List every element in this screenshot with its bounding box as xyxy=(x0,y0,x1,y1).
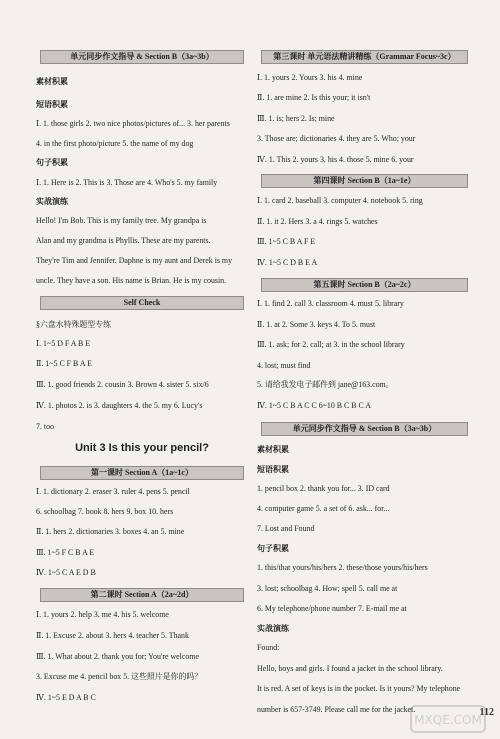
answer-line: 5. 请给我发电子邮件到 jane@163.com。 xyxy=(257,380,394,389)
answer-line: uncle. They have a son. His name is Brian. He is my cousin. xyxy=(36,276,227,285)
watermark-logo xyxy=(410,704,486,734)
section-header: 单元同步作文指导 & Section B（3a~3b） xyxy=(261,422,468,436)
sub-heading: 短语积累 xyxy=(36,100,68,109)
answer-line: Ⅳ. 1~5 C D B E A xyxy=(257,258,318,267)
answer-line: 1. this/that yours/his/hers 2. these/those yours/his/hers xyxy=(257,563,428,572)
answer-line: 4. lost; must find xyxy=(257,361,311,370)
answer-line: Ⅳ. 1. This 2. yours 3. his 4. those 5. mine 6. your xyxy=(257,155,414,164)
answer-line: Ⅱ. 1. are mine 2. Is this your; it isn't xyxy=(257,93,371,102)
answer-line: Ⅳ. 1~5 E D A B C xyxy=(36,693,96,702)
answer-line: It is red. A set of keys is in the pocket. Is it yours? My telephone xyxy=(257,684,461,693)
sub-heading: 句子积累 xyxy=(257,544,289,553)
answer-line: Ⅰ. 1. yours 2. Yours 3. his 4. mine xyxy=(257,73,363,82)
answer-line: 7. too xyxy=(36,422,54,431)
answer-line: Ⅰ. 1. Here is 2. This is 3. Those are 4. Who's 5. my family xyxy=(36,178,218,187)
section-header: 第三课时 单元语法精讲精练（Grammar Focus~3c） xyxy=(261,50,468,64)
answer-line: Ⅱ. 1~5 C F B A E xyxy=(36,359,92,368)
answer-line: Ⅲ. 1~5 F C B A E xyxy=(36,548,95,557)
answer-line: Ⅰ. 1. dictionary 2. eraser 3. ruler 4. pens 5. pencil xyxy=(36,487,190,496)
answer-line: Ⅲ. 1. good friends 2. cousin 3. Brown 4. sister 5. six/6 xyxy=(36,380,209,389)
answer-line: Ⅰ. 1. find 2. call 3. classroom 4. must 5. library xyxy=(257,299,404,308)
sub-heading: 实战演练 xyxy=(257,624,289,633)
section-header: 第一课时 Section A（1a~1c） xyxy=(40,466,244,480)
answer-line: Ⅲ. 1. ask; for 2. call; at 3. in the school library xyxy=(257,340,405,349)
answer-line: 3. Those are; dictionaries 4. they are 5. Who; your xyxy=(257,134,416,143)
answer-line: 6. schoolbag 7. book 8. hers 9. box 10. hers xyxy=(36,507,174,516)
answer-line: Ⅰ. 1. card 2. baseball 3. computer 4. notebook 5. ring xyxy=(257,196,423,205)
sub-heading: 句子积累 xyxy=(36,158,68,167)
answer-line: Ⅳ. 1. photos 2. is 3. daughters 4. the 5. my 6. Lucy's xyxy=(36,401,203,410)
sub-heading: 实战演练 xyxy=(36,197,68,206)
answer-line: Ⅲ. 1. is; hers 2. Is; mine xyxy=(257,114,335,123)
section-header: 单元同步作文指导 & Section B（3a~3b） xyxy=(40,50,244,64)
answer-line: 7. Lost and Found xyxy=(257,524,315,533)
answer-line: 3. lost; schoolbag 4. How; spell 5. call me at xyxy=(257,584,398,593)
answer-line: §六盘水特殊题型专练 xyxy=(36,320,111,329)
answer-line: Ⅰ. 1~5 D F A B E xyxy=(36,339,91,348)
answer-line: They're Tim and Jennifer. Daphne is my aunt and Derek is my xyxy=(36,256,233,265)
answer-line: Hello! I'm Bob. This is my family tree. My grandpa is xyxy=(36,216,207,225)
answer-line: Ⅰ. 1. those girls 2. two nice photos/pictures of... 3. her parents xyxy=(36,119,230,128)
sub-heading: 素材积累 xyxy=(257,445,289,454)
answer-line: Ⅱ. 1. Excuse 2. about 3. hers 4. teacher 5. Thank xyxy=(36,631,189,640)
section-header: 第二课时 Section A（2a~2d） xyxy=(40,588,244,602)
sub-heading: 短语积累 xyxy=(257,465,289,474)
answer-line: 3. Excuse me 4. pencil box 5. 这些照片是你的吗？ xyxy=(36,672,203,681)
answer-line: 6. My telephone/phone number 7. E-mail me at xyxy=(257,604,407,613)
answer-line: Ⅳ. 1~5 C B A C C 6~10 B C B C A xyxy=(257,401,371,410)
answer-line: Ⅰ. 1. yours 2. help 3. me 4. his 5. welcome xyxy=(36,610,169,619)
section-header: 第五课时 Section B（2a~2c） xyxy=(261,278,468,292)
section-header: 第四课时 Section B（1a~1e） xyxy=(261,174,468,188)
answer-line: Ⅱ. 1. it 2. Hers 3. a 4. rings 5. watches xyxy=(257,217,378,226)
answer-line: Ⅲ. 1. What about 2. thank you for; You're welcome xyxy=(36,652,199,661)
answer-line: Found: xyxy=(257,643,280,652)
svg-text:MXQE.COM: MXQE.COM xyxy=(414,713,482,727)
answer-line: Ⅱ. 1. hers 2. dictionaries 3. boxes 4. an 5. mine xyxy=(36,527,185,536)
answer-line: Alan and my grandma is Phyllis. These are my parents. xyxy=(36,236,211,245)
page-number: 112 xyxy=(479,707,494,718)
answer-line: number is 657-3749. Please call me for the jacket. xyxy=(257,705,416,714)
unit-title: Unit 3 Is this your pencil? xyxy=(75,442,209,454)
section-header: Self Check xyxy=(40,296,244,310)
answer-line: 4. computer game 5. a set of 6. ask... for... xyxy=(257,504,390,513)
answer-line: 1. pencil box 2. thank you for... 3. ID card xyxy=(257,484,390,493)
answer-line: Ⅲ. 1~5 C B A F E xyxy=(257,237,316,246)
answer-line: 4. in the first photo/picture 5. the name of my dog xyxy=(36,139,194,148)
answer-line: Ⅳ. 1~5 C A E D B xyxy=(36,568,96,577)
sub-heading: 素材积累 xyxy=(36,77,68,86)
answer-line: Hello, boys and girls. I found a jacket in the school library. xyxy=(257,664,443,673)
answer-line: Ⅱ. 1. at 2. Some 3. keys 4. To 5. must xyxy=(257,320,376,329)
